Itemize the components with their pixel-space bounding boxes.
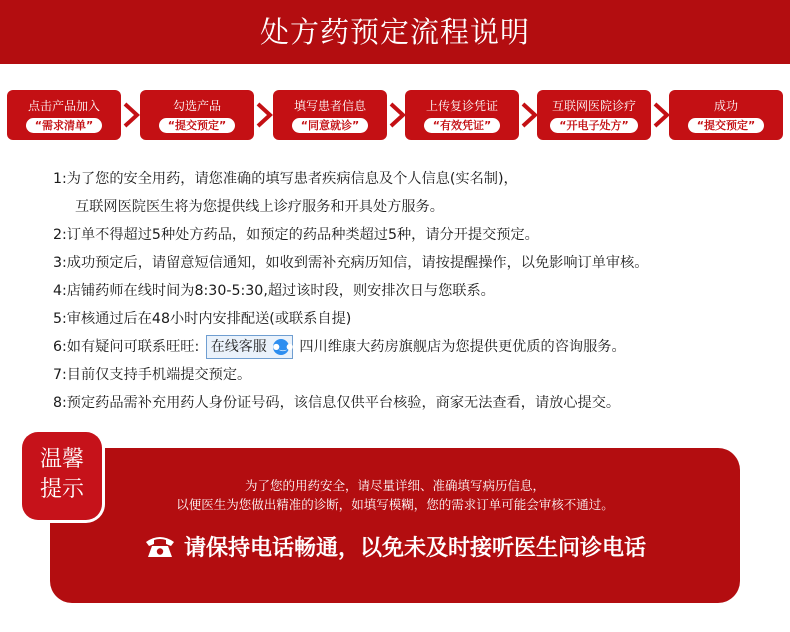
tips-main-message	[50, 531, 740, 562]
rule-1-continued: 互联网医院医生将为您提供线上诊疗服务和开具处方服务。	[75, 199, 444, 215]
step-title: 互联网医院诊疗	[551, 99, 636, 113]
step-online-diagnosis	[537, 90, 651, 140]
process-steps	[7, 90, 783, 140]
step-action: “需求清单”	[26, 118, 102, 133]
step-add-to-list	[7, 90, 121, 140]
tips-badge-line2: 提示	[39, 477, 84, 502]
rule-4: 4:店铺药师在线时间为8:30-5:30,超过该时段，则安排次日与您联系。	[53, 283, 495, 299]
tips-main-text: 请保持电话畅通，以免未及时接听医生问诊电话	[183, 536, 646, 561]
rule-3: 3:成功预定后，请留意短信通知，如收到需补充病历知信，请按提醒操作，以免影响订单审核。	[53, 255, 649, 271]
online-service-button[interactable]	[206, 335, 293, 359]
step-title: 上传复诊凭证	[425, 99, 498, 113]
rule-6-prefix: 6:如有疑问可联系旺旺:	[53, 339, 200, 355]
rule-7: 7:目前仅支持手机端提交预定。	[53, 367, 252, 383]
online-service-label: 在线客服	[210, 339, 267, 355]
step-action: “有效凭证”	[424, 118, 500, 133]
rule-8: 8:预定药品需补充用药人身份证号码，该信息仅供平台核验，商家无法查看，请放心提交。	[53, 395, 621, 411]
rule-6-suffix: 四川维康大药房旗舰店为您提供更优质的咨询服务。	[299, 339, 626, 355]
step-upload-proof	[405, 90, 519, 140]
step-title: 勾选产品	[172, 99, 221, 113]
step-action: “同意就诊”	[292, 118, 368, 133]
step-success	[669, 90, 783, 140]
rule-1: 1:为了您的安全用药，请您准确的填写患者疾病信息及个人信息(实名制)，	[53, 171, 518, 187]
rules-list	[53, 165, 773, 417]
step-action: “提交预定”	[688, 118, 764, 133]
rule-2: 2:订单不得超过5种处方药品，如预定的药品种类超过5种，请分开提交预定。	[53, 227, 539, 243]
tips-text-line1: 为了您的用药安全，请尽量详细、准确填写病历信息，	[244, 478, 545, 493]
page-title: 处方药预定流程说明	[259, 15, 530, 49]
step-title: 点击产品加入	[27, 99, 100, 113]
telephone-icon	[144, 533, 176, 559]
step-title: 成功	[713, 99, 738, 113]
tips-text-line2: 以便医生为您做出精准的诊断，如填写模糊，您的需求订单可能会审核不通过。	[176, 497, 614, 512]
tips-panel	[50, 448, 740, 603]
step-title: 填写患者信息	[293, 99, 366, 113]
step-action: “开电子处方”	[550, 118, 637, 133]
step-patient-info	[273, 90, 387, 140]
qq-chat-icon: ●‿●	[273, 339, 289, 355]
rule-6	[53, 333, 773, 361]
header-banner	[0, 0, 790, 64]
rule-5: 5:审核通过后在48小时内安排配送(或联系自提)	[53, 311, 352, 327]
tips-badge-line1: 温馨	[39, 447, 84, 472]
step-action: “提交预定”	[159, 118, 235, 133]
step-select-product	[140, 90, 254, 140]
